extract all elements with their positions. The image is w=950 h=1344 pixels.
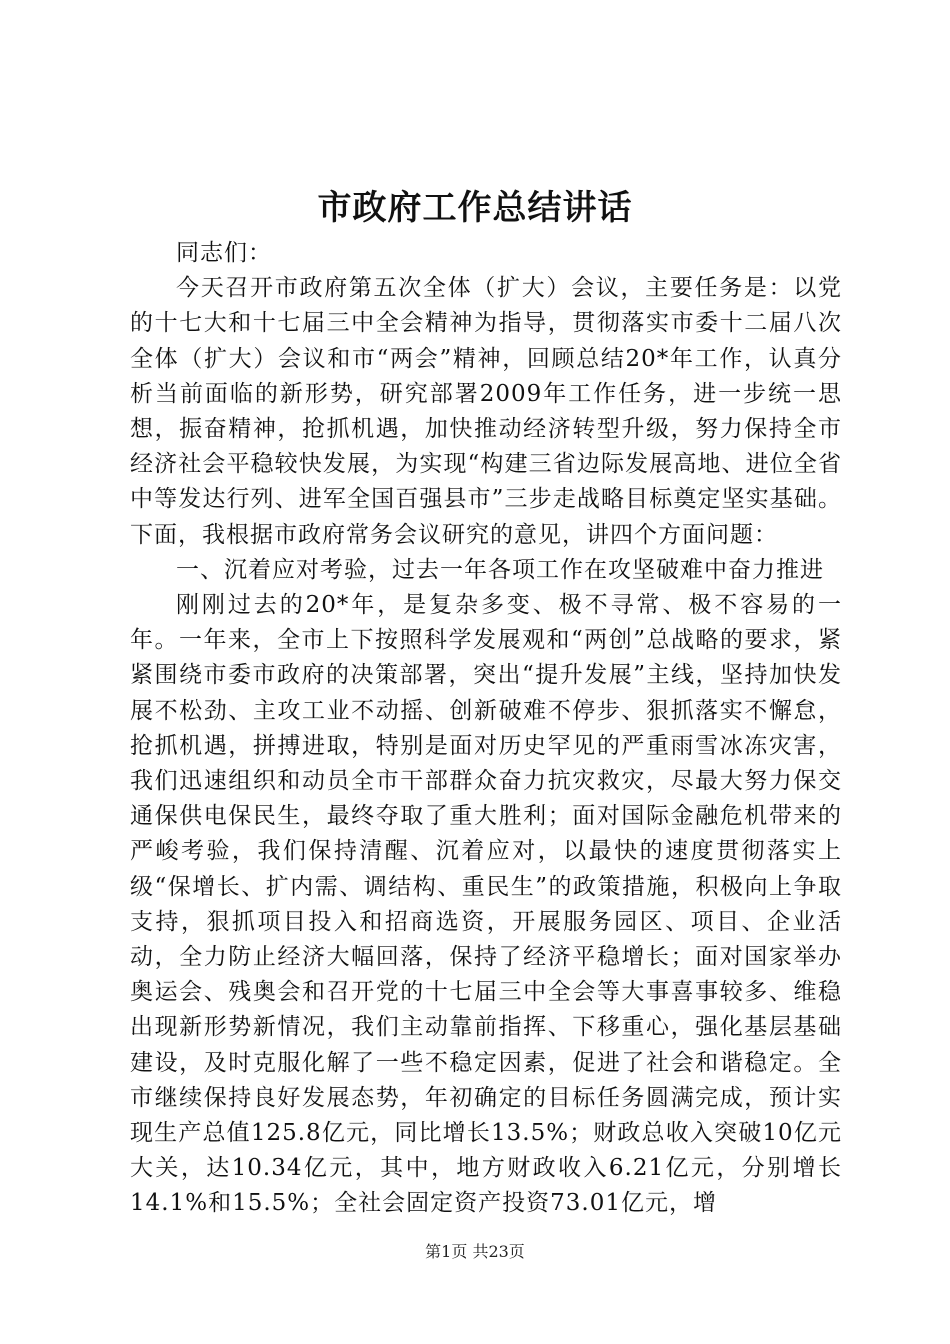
- review-paragraph: 刚刚过去的20*年，是复杂多变、极不寻常、极不容易的一年。一年来，全市上下按照科学发展观和“两创”总战略的要求，紧紧围绕市委市政府的决策部署，突出“提升发展”主线，坚持加快发展不松劲、主攻工业不动摇、创新破难不停步、狠抓落实不懈怠，抢抓机遇，拼搏进取，特别是面对历史罕见的严重雨雪冰冻灾害，我们迅速组织和动员全市干部群众奋力抗灾救灾，尽最大努力保交通保供电保民生，最终夺取了重大胜利；面对国际金融危机带来的严峻考验，我们保持清醒、沉着应对，以最快的速度贯彻落实上级“保增长、扩内需、调结构、重民生”的政策措施，积极向上争取支持，狠抓项目投入和招商选资，开展服务园区、项目、企业活动，全力防止经济大幅回落，保持了经济平稳增长；面对国家举办奥运会、残奥会和召开党的十七届三中全会等大事喜事较多、维稳出现新形势新情况，我们主动靠前指挥、下移重心，强化基层基础建设，及时克服化解了一些不稳定因素，促进了社会和谐稳定。全市继续保持良好发展态势，年初确定的目标任务圆满完成，预计实现生产总值125.8亿元，同比增长13.5%；财政总收入突破10亿元大关，达10.34亿元，其中，地方财政收入6.21亿元，分别增长14.1%和15.5%；全社会固定资产投资73.01亿元，增: [130, 592, 842, 1217]
- page-number-footer: 第1页 共23页: [425, 1242, 525, 1261]
- salutation-paragraph: 同志们：: [176, 240, 272, 266]
- document-title: 市政府工作总结讲话: [317, 188, 633, 228]
- intro-paragraph: 今天召开市政府第五次全体（扩大）会议，主要任务是：以党的十七大和十七届三中全会精神为指导，贯彻落实市委十二届八次全体（扩大）会议和市“两会”精神，回顾总结20*年工作，认真分析当前面临的新形势，研究部署2009年工作任务，进一步统一思想，振奋精神，抢抓机遇，加快推动经济转型升级，努力保持全市经济社会平稳较快发展，为实现“构建三省边际发展高地、进位全省中等发达行列、进军全国百强县市”三步走战略目标奠定坚实基础。下面，我根据市政府常务会议研究的意见，讲四个方面问题：: [130, 275, 842, 548]
- section-heading-paragraph: 一、沉着应对考验，过去一年各项工作在攻坚破难中奋力推进: [176, 556, 824, 583]
- document-body: [130, 236, 842, 1222]
